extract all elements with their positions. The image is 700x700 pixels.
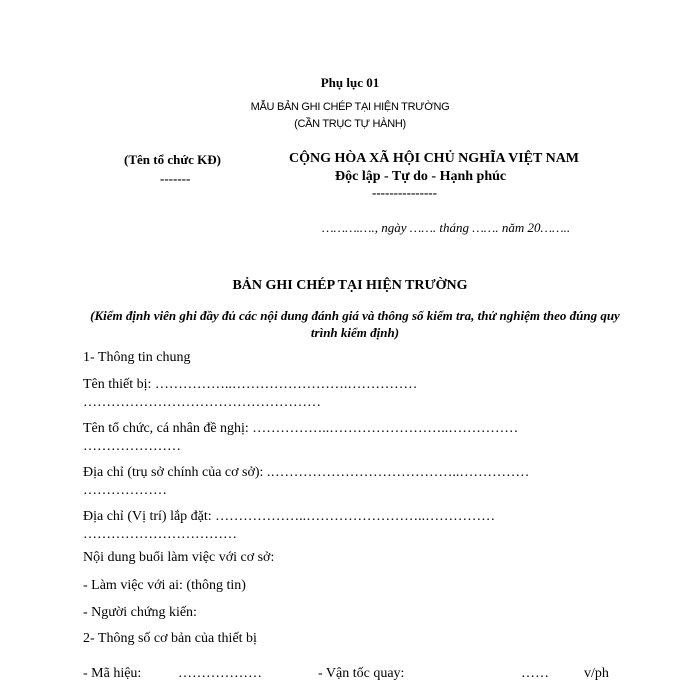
appendix-label: Phụ lục 01 xyxy=(320,75,380,90)
rotation-speed-dots: …… xyxy=(521,666,549,681)
rotation-speed-label: - Vận tốc quay: xyxy=(318,666,405,681)
motto-dashes: --------------- xyxy=(372,185,437,200)
requesting-org-continuation: ………………… xyxy=(83,439,181,454)
rotation-speed-unit: v/ph xyxy=(584,666,609,681)
org-name: (Tên tổ chức KĐ) xyxy=(124,152,221,167)
document-instruction: (Kiểm định viên ghi đầy đủ các nội dung đánh giá và thông số kiểm tra, thử nghiệm theo đúng quy trình kiểm định) xyxy=(90,308,620,340)
document-title: BẢN GHI CHÉP TẠI HIỆN TRƯỜNG xyxy=(232,278,468,293)
device-name-line: Tên thiết bị: ……………..…………………….…………… xyxy=(83,377,418,392)
form-subtitle: (CẦN TRỤC TỰ HÀNH) xyxy=(294,118,406,130)
witness-label: - Người chứng kiến: xyxy=(83,605,197,620)
requesting-org-line: Tên tổ chức, cá nhân đề nghị: ……………..……………………..…………… xyxy=(83,421,519,436)
model-code-dots: ……………… xyxy=(178,666,262,681)
work-content-label: Nội dung buổi làm việc với cơ sở: xyxy=(83,550,275,565)
work-with-label: - Làm việc với ai: (thông tin) xyxy=(83,578,246,593)
hq-address-continuation: ……………… xyxy=(83,483,167,498)
national-motto: Độc lập - Tự do - Hạnh phúc xyxy=(335,169,507,184)
org-dashes: ------- xyxy=(160,171,191,186)
section2-heading: 2- Thông số cơ bản của thiết bị xyxy=(83,631,257,646)
form-title: MẪU BẢN GHI CHÉP TẠI HIỆN TRƯỜNG xyxy=(250,101,450,113)
device-name-continuation: …………………………………………… xyxy=(83,395,321,410)
date-line: ……….…., ngày ……. tháng ……. năm 20…….. xyxy=(322,220,571,235)
install-address-line: Địa chỉ (Vị trí) lắp đặt: ………………..……………………..…………… xyxy=(83,509,496,524)
install-address-continuation: …………………………… xyxy=(83,527,237,542)
nation-title: CỘNG HÒA XÃ HỘI CHỦ NGHĨA VIỆT NAM xyxy=(289,151,580,166)
model-code-label: - Mã hiệu: xyxy=(83,666,142,681)
section1-heading: 1- Thông tin chung xyxy=(83,350,191,365)
hq-address-line: Địa chỉ (trụ sở chính của cơ sở): .…………………………………..…………… xyxy=(83,465,530,480)
